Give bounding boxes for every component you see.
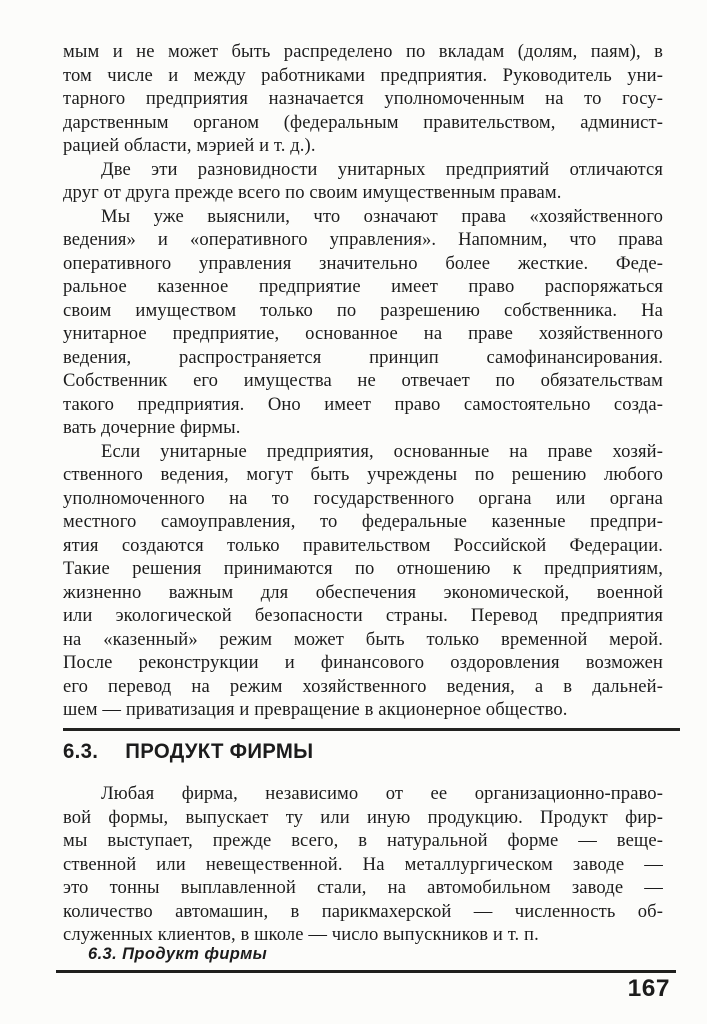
- section-heading: [63, 740, 661, 764]
- section-divider-rule: [63, 728, 680, 731]
- section-body-text: [63, 782, 663, 947]
- footer-rule: [56, 970, 676, 973]
- text-line: вой формы, выпускает ту или иную продукцию. Продукт фир-: [63, 806, 663, 828]
- text-line: мы выступает, прежде всего, в натуральной форме — веще-: [63, 830, 663, 851]
- section-heading-block: [63, 728, 680, 764]
- text-line: это тонны выплавленной стали, на автомобильном заводе —: [63, 877, 663, 898]
- text-line: друг от друга прежде всего по своим имущественным правам.: [63, 182, 562, 203]
- paragraph: [63, 205, 663, 440]
- text-line: или экологической безопасности страны. Перевод предприятия: [63, 605, 663, 626]
- text-line: Собственник его имущества не отвечает по обязательствам: [63, 370, 663, 391]
- text-line: местного самоуправления, то федеральные казенные предпри-: [63, 511, 663, 532]
- text-line: дарственным органом (федеральным правительством, админист-: [63, 111, 663, 133]
- paragraph: [63, 782, 663, 947]
- text-line: количество автомашин, в парикмахерской — численность об-: [63, 900, 663, 922]
- text-line: шем — приватизация и превращение в акционерное общество.: [63, 699, 568, 720]
- section-number: 6.3.: [63, 740, 99, 763]
- text-line: ведения» и «оперативного управления». Напомним, что права: [63, 229, 663, 250]
- text-line: Мы уже выяснили, что означают права «хозяйственного: [101, 205, 663, 227]
- text-line: После реконструкции и финансового оздоровления возможен: [63, 652, 663, 673]
- text-line: оперативного управления значительно более жесткие. Феде-: [63, 252, 663, 274]
- text-line: Такие решения принимаются по отношению к предприятиям,: [63, 558, 663, 579]
- text-line: Если унитарные предприятия, основанные на праве хозяй-: [101, 440, 663, 462]
- text-line: своим имуществом только по разрешению собственника. На: [63, 299, 663, 321]
- text-line: ственной или невещественной. На металлургическом заводе —: [63, 853, 663, 875]
- text-line: жизненно важным для обеспечения экономической, военной: [63, 581, 663, 603]
- body-text: [63, 40, 663, 722]
- text-line: его перевод на режим хозяйственного ведения, а в дальней-: [63, 675, 663, 697]
- text-line: такого предприятия. Оно имеет право самостоятельно созда-: [63, 393, 663, 415]
- text-line: ведения, распространяется принцип самофинансирования.: [63, 346, 663, 368]
- text-line: уполномоченного на то государственного органа или органа: [63, 487, 663, 509]
- paragraph: [63, 40, 663, 158]
- text-line: служенных клиентов, в школе — число выпускников и т. п.: [63, 924, 539, 945]
- section-title: ПРОДУКТ ФИРМЫ: [125, 740, 314, 763]
- paragraph: [63, 440, 663, 722]
- text-line: на «казенный» режим может быть только временной мерой.: [63, 628, 663, 650]
- page-number: 167: [627, 975, 670, 1002]
- text-line: мым и не может быть распределено по вкладам (долям, паям), в: [63, 41, 663, 62]
- text-line: ральное казенное предприятие имеет право распоряжаться: [63, 276, 663, 297]
- paragraph: [63, 158, 663, 205]
- text-line: вать дочерние фирмы.: [63, 417, 241, 438]
- text-line: рацией области, мэрией и т. д.).: [63, 135, 316, 156]
- text-line: ственного ведения, могут быть учреждены по решению любого: [63, 464, 663, 485]
- text-line: Две эти разновидности унитарных предприятий отличаются: [101, 158, 663, 180]
- text-line: Любая фирма, независимо от ее организационно-право-: [101, 783, 663, 804]
- text-line: ятия создаются только правительством Российской Федерации.: [63, 534, 663, 556]
- text-line: том числе и между работниками предприятия. Руководитель уни-: [63, 64, 663, 86]
- text-line: тарного предприятия назначается уполномоченным на то госу-: [63, 88, 663, 109]
- running-footer: 6.3. Продукт фирмы: [88, 945, 268, 963]
- text-line: унитарное предприятие, основанное на праве хозяйственного: [63, 323, 663, 344]
